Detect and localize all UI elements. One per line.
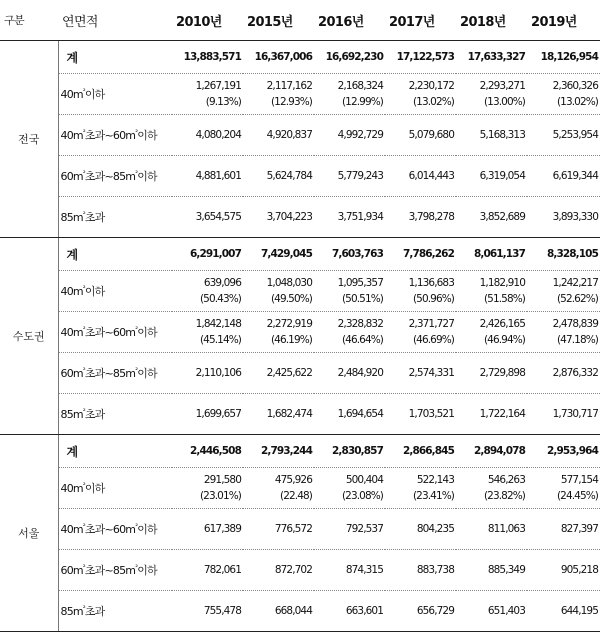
region-cell: 전국 (0, 41, 58, 238)
value-cell (243, 41, 314, 74)
value-cell (456, 156, 527, 197)
value-number: 2,876,332 (552, 367, 598, 379)
value-cell (527, 394, 600, 435)
value-number: 4,992,729 (337, 129, 383, 141)
value-number: 2,446,508 (189, 445, 241, 457)
value-cell (385, 394, 456, 435)
value-cell (243, 238, 314, 271)
value-cell (527, 435, 600, 468)
value-percent: (22.48) (280, 490, 312, 502)
value-number: 1,095,357 (337, 277, 383, 289)
value-number: 3,751,934 (337, 211, 383, 223)
value-cell (527, 156, 600, 197)
value-number: 291,580 (203, 474, 241, 486)
table-row (0, 156, 600, 197)
value-cell (172, 509, 243, 550)
value-cell (456, 550, 527, 591)
value-number: 1,842,148 (195, 318, 241, 330)
header-year: 2016년 (314, 0, 385, 41)
value-percent: (13.02%) (412, 96, 454, 108)
value-number: 3,893,330 (552, 211, 598, 223)
value-number: 644,195 (560, 605, 598, 617)
value-cell (385, 197, 456, 238)
value-number: 811,063 (487, 523, 525, 535)
value-number: 8,061,137 (473, 248, 525, 260)
value-number: 4,080,204 (195, 129, 241, 141)
value-cell (172, 271, 243, 312)
value-number: 872,702 (274, 564, 312, 576)
value-percent: (46.69%) (412, 334, 454, 346)
value-number: 17,122,573 (396, 51, 454, 63)
value-percent: (50.51%) (341, 293, 383, 305)
value-number: 2,293,271 (479, 80, 525, 92)
value-number: 577,154 (560, 474, 598, 486)
value-cell (385, 509, 456, 550)
value-cell (456, 41, 527, 74)
value-number: 776,572 (274, 523, 312, 535)
value-cell (243, 435, 314, 468)
value-number: 1,136,683 (408, 277, 454, 289)
value-number: 2,426,165 (479, 318, 525, 330)
value-number: 3,704,223 (266, 211, 312, 223)
value-number: 804,235 (416, 523, 454, 535)
value-percent: (23.01%) (199, 490, 241, 502)
value-number: 3,654,575 (195, 211, 241, 223)
header-gubun: 구분 (0, 0, 58, 41)
value-cell (314, 435, 385, 468)
header-year: 2018년 (456, 0, 527, 41)
area-label-cell: $40m^{^2}$초과$\sim 60m^{^2}$이하 (58, 312, 172, 353)
area-label-cell: 계 (58, 41, 172, 74)
value-percent: (46.19%) (270, 334, 312, 346)
value-percent: (50.96%) (412, 293, 454, 305)
value-cell (527, 271, 600, 312)
area-label-cell: $85m^{^2}$초과 (58, 197, 172, 238)
value-number: 6,619,344 (552, 170, 598, 182)
value-percent: (12.93%) (270, 96, 312, 108)
value-cell (243, 509, 314, 550)
value-cell (385, 468, 456, 509)
area-label-cell: $40m^{^2}$이하 (58, 74, 172, 115)
value-number: 2,484,920 (337, 367, 383, 379)
value-cell (243, 550, 314, 591)
value-number: 2,894,078 (473, 445, 525, 457)
value-cell (456, 115, 527, 156)
value-number: 17,633,327 (467, 51, 525, 63)
value-cell (456, 197, 527, 238)
value-number: 2,866,845 (402, 445, 454, 457)
value-number: 1,694,654 (337, 408, 383, 420)
value-number: 5,253,954 (552, 129, 598, 141)
table-row (0, 312, 600, 353)
value-cell (527, 591, 600, 632)
value-cell (243, 115, 314, 156)
value-cell (314, 238, 385, 271)
value-number: 1,267,191 (195, 80, 241, 92)
value-cell (385, 41, 456, 74)
value-percent: (13.02%) (556, 96, 598, 108)
table-row (0, 509, 600, 550)
value-number: 2,117,162 (266, 80, 312, 92)
area-label-cell: 계 (58, 238, 172, 271)
value-number: 2,371,727 (408, 318, 454, 330)
value-number: 2,793,244 (260, 445, 312, 457)
value-cell (456, 435, 527, 468)
value-percent: (52.62%) (556, 293, 598, 305)
table-body (0, 41, 600, 632)
value-number: 2,830,857 (331, 445, 383, 457)
value-percent: (47.18%) (556, 334, 598, 346)
value-number: 656,729 (416, 605, 454, 617)
value-cell (527, 41, 600, 74)
value-number: 4,881,601 (195, 170, 241, 182)
value-number: 4,920,837 (266, 129, 312, 141)
value-number: 651,403 (487, 605, 525, 617)
value-cell (456, 394, 527, 435)
area-label-cell: $60m^{^2}$초과$\sim 85m^{^2}$이하 (58, 353, 172, 394)
value-cell (527, 197, 600, 238)
value-cell (314, 468, 385, 509)
value-cell (314, 74, 385, 115)
value-number: 500,404 (345, 474, 383, 486)
table-row (0, 115, 600, 156)
value-number: 1,242,217 (552, 277, 598, 289)
value-number: 663,601 (345, 605, 383, 617)
value-number: 7,429,045 (260, 248, 312, 260)
region-cell: 서울 (0, 435, 58, 632)
value-number: 6,319,054 (479, 170, 525, 182)
value-percent: (45.14%) (199, 334, 241, 346)
value-percent: (49.50%) (270, 293, 312, 305)
value-percent: (50.43%) (199, 293, 241, 305)
value-number: 782,061 (203, 564, 241, 576)
table-row (0, 591, 600, 632)
header-year: 2019년 (527, 0, 600, 41)
value-cell (456, 468, 527, 509)
value-percent: (46.64%) (341, 334, 383, 346)
value-percent: (46.94%) (483, 334, 525, 346)
table-row-total (0, 435, 600, 468)
value-cell (314, 197, 385, 238)
value-cell (243, 468, 314, 509)
value-cell (172, 312, 243, 353)
value-cell (314, 509, 385, 550)
header-year: 2015년 (243, 0, 314, 41)
value-number: 1,682,474 (266, 408, 312, 420)
header-year: 2017년 (385, 0, 456, 41)
value-number: 2,110,106 (195, 367, 241, 379)
value-cell (243, 74, 314, 115)
value-number: 2,230,172 (408, 80, 454, 92)
value-number: 2,360,326 (552, 80, 598, 92)
area-label-cell: $60m^{^2}$초과$\sim 85m^{^2}$이하 (58, 156, 172, 197)
value-number: 617,389 (203, 523, 241, 535)
value-number: 3,852,689 (479, 211, 525, 223)
value-cell (172, 238, 243, 271)
value-number: 2,425,622 (266, 367, 312, 379)
value-cell (456, 238, 527, 271)
value-cell (385, 156, 456, 197)
value-cell (456, 74, 527, 115)
value-number: 6,291,007 (189, 248, 241, 260)
header-area: 연면적 (58, 0, 172, 41)
value-number: 2,478,839 (552, 318, 598, 330)
value-cell (314, 591, 385, 632)
value-number: 874,315 (345, 564, 383, 576)
value-number: 639,096 (203, 277, 241, 289)
value-percent: (9.13%) (205, 96, 241, 108)
area-label-cell: $40m^{^2}$이하 (58, 468, 172, 509)
value-percent: (23.08%) (341, 490, 383, 502)
value-number: 668,044 (274, 605, 312, 617)
area-label-cell: $85m^{^2}$초과 (58, 394, 172, 435)
value-number: 522,143 (416, 474, 454, 486)
value-cell (243, 312, 314, 353)
value-cell (172, 353, 243, 394)
value-cell (385, 115, 456, 156)
value-number: 883,738 (416, 564, 454, 576)
value-number: 1,182,910 (479, 277, 525, 289)
value-cell (314, 156, 385, 197)
value-cell (172, 41, 243, 74)
value-number: 13,883,571 (183, 51, 241, 63)
region-cell: 수도권 (0, 238, 58, 435)
value-cell (172, 115, 243, 156)
table-row (0, 271, 600, 312)
value-percent: (13.00%) (483, 96, 525, 108)
value-number: 792,537 (345, 523, 383, 535)
header-year: 2010년 (172, 0, 243, 41)
value-cell (527, 509, 600, 550)
area-label-cell: $40m^{^2}$이하 (58, 271, 172, 312)
area-label-cell: $40m^{^2}$초과$\sim 60m^{^2}$이하 (58, 509, 172, 550)
value-number: 2,328,832 (337, 318, 383, 330)
value-cell (456, 509, 527, 550)
value-cell (172, 591, 243, 632)
area-label-cell: $40m^{^2}$초과$\sim 60m^{^2}$이하 (58, 115, 172, 156)
area-label-cell: $85m^{^2}$초과 (58, 591, 172, 632)
value-number: 8,328,105 (546, 248, 598, 260)
value-number: 5,168,313 (479, 129, 525, 141)
table-row (0, 468, 600, 509)
header-row (0, 0, 600, 41)
value-cell (172, 197, 243, 238)
value-number: 1,722,164 (479, 408, 525, 420)
value-cell (243, 156, 314, 197)
value-cell (385, 312, 456, 353)
value-number: 6,014,443 (408, 170, 454, 182)
value-number: 18,126,954 (540, 51, 598, 63)
value-number: 16,692,230 (325, 51, 383, 63)
value-cell (456, 271, 527, 312)
value-number: 3,798,278 (408, 211, 454, 223)
value-cell (314, 312, 385, 353)
value-cell (527, 550, 600, 591)
value-cell (527, 312, 600, 353)
value-cell (314, 41, 385, 74)
table-row-total (0, 238, 600, 271)
value-cell (243, 353, 314, 394)
value-cell (172, 156, 243, 197)
value-number: 1,703,521 (408, 408, 454, 420)
value-number: 5,779,243 (337, 170, 383, 182)
value-number: 7,786,262 (402, 248, 454, 260)
table-row (0, 394, 600, 435)
area-label-cell: 계 (58, 435, 172, 468)
value-number: 885,349 (487, 564, 525, 576)
value-cell (172, 468, 243, 509)
value-percent: (24.45%) (556, 490, 598, 502)
value-cell (172, 394, 243, 435)
value-cell (243, 591, 314, 632)
value-percent: (23.41%) (412, 490, 454, 502)
value-cell (527, 115, 600, 156)
table-row (0, 74, 600, 115)
value-number: 827,397 (560, 523, 598, 535)
value-percent: (51.58%) (483, 293, 525, 305)
value-cell (385, 435, 456, 468)
value-cell (314, 353, 385, 394)
value-cell (385, 353, 456, 394)
value-number: 5,624,784 (266, 170, 312, 182)
value-cell (243, 394, 314, 435)
value-cell (385, 74, 456, 115)
value-cell (527, 74, 600, 115)
table-row (0, 197, 600, 238)
value-percent: (23.82%) (483, 490, 525, 502)
value-cell (385, 238, 456, 271)
value-number: 2,272,919 (266, 318, 312, 330)
value-number: 7,603,763 (331, 248, 383, 260)
value-cell (456, 591, 527, 632)
value-number: 16,367,006 (254, 51, 312, 63)
value-cell (172, 74, 243, 115)
value-cell (385, 550, 456, 591)
value-number: 755,478 (203, 605, 241, 617)
value-number: 546,263 (487, 474, 525, 486)
value-number: 2,574,331 (408, 367, 454, 379)
value-number: 1,699,657 (195, 408, 241, 420)
value-cell (456, 312, 527, 353)
value-cell (385, 271, 456, 312)
value-number: 2,168,324 (337, 80, 383, 92)
value-cell (243, 271, 314, 312)
table-row (0, 550, 600, 591)
table-row-total (0, 41, 600, 74)
value-number: 475,926 (274, 474, 312, 486)
value-number: 905,218 (560, 564, 598, 576)
value-number: 2,729,898 (479, 367, 525, 379)
value-cell (243, 197, 314, 238)
value-cell (385, 591, 456, 632)
value-cell (314, 394, 385, 435)
value-number: 2,953,964 (546, 445, 598, 457)
value-number: 5,079,680 (408, 129, 454, 141)
value-number: 1,730,717 (552, 408, 598, 420)
value-cell (314, 115, 385, 156)
value-number: 1,048,030 (266, 277, 312, 289)
value-cell (527, 353, 600, 394)
value-cell (527, 238, 600, 271)
value-cell (172, 435, 243, 468)
table-row (0, 353, 600, 394)
value-cell (172, 550, 243, 591)
value-cell (527, 468, 600, 509)
value-cell (314, 271, 385, 312)
area-label-cell: $60m^{^2}$초과$\sim 85m^{^2}$이하 (58, 550, 172, 591)
value-cell (314, 550, 385, 591)
value-cell (456, 353, 527, 394)
value-percent: (12.99%) (341, 96, 383, 108)
